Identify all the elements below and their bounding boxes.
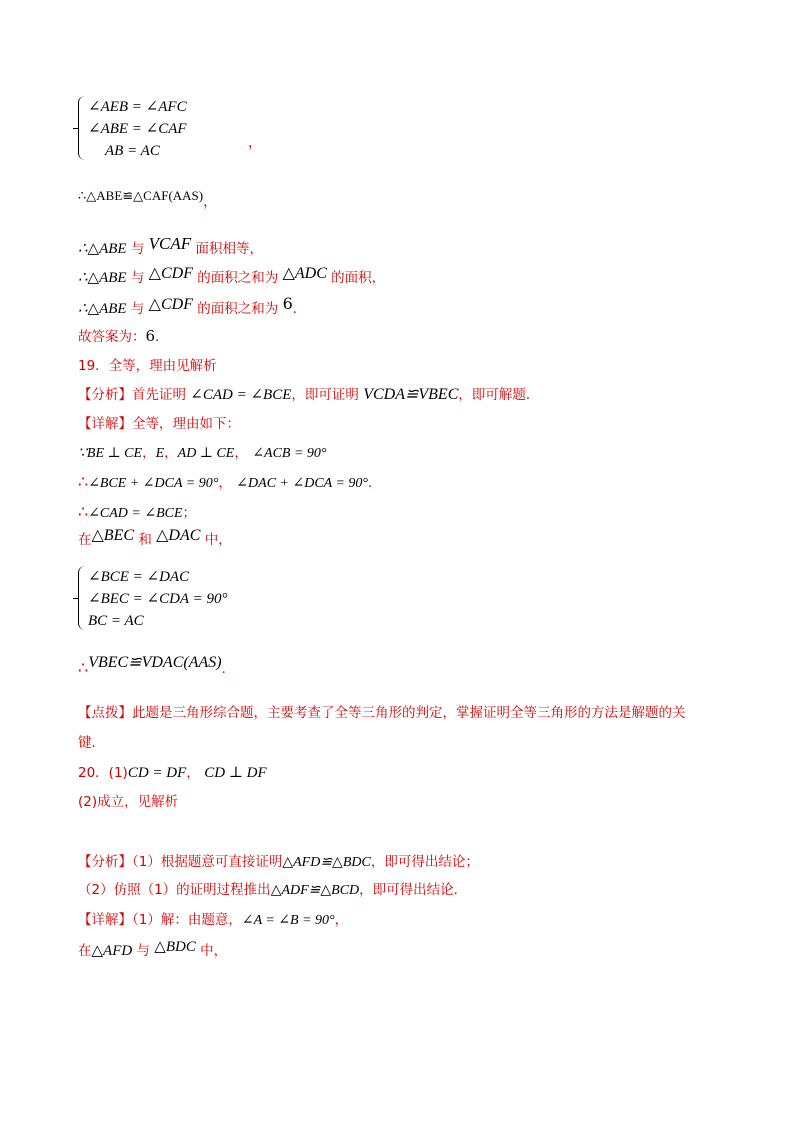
text: ，: [186, 765, 200, 781]
question-20-detail-1: [78, 910, 348, 931]
math-number: 6: [282, 294, 293, 313]
text: ，即可得出结论．: [359, 882, 468, 898]
math-text: ∴△ABE: [78, 241, 127, 257]
question-19-conclusion: [78, 652, 236, 677]
text: ，即可证明: [291, 387, 364, 403]
brace-tip: [73, 598, 78, 599]
text: ；: [182, 505, 197, 521]
math-text: ∠A = ∠B = 90°: [241, 913, 335, 928]
text: 与: [132, 943, 155, 959]
question-19-tip-line-1: 【点拨】此题是三角形综合题，主要考查了全等三角形的判定，掌握证明全等三角形的方法是解题的关: [78, 705, 686, 721]
math-text: △AFD: [91, 943, 133, 959]
math-text: VBEC≌VDAC(AAS): [88, 654, 222, 671]
text: ．: [221, 661, 236, 677]
text: ，: [334, 912, 349, 928]
equation-trailing-comma: ，: [248, 135, 262, 151]
text: （2）仿照（1）的证明过程推出: [78, 882, 271, 898]
text: 在: [78, 943, 92, 959]
math-text: △DAC: [156, 527, 201, 544]
therefore-symbol: ∴: [78, 502, 89, 521]
text: 的面积之和为: [192, 270, 283, 286]
text: 与: [126, 301, 149, 317]
equation-system-2: [78, 566, 238, 632]
equation-line: ∠AEB = ∠AFC: [88, 99, 187, 115]
text: ，: [218, 475, 232, 491]
equation-line: ∠ABE = ∠CAF: [88, 121, 187, 137]
question-20-detail-2: [78, 941, 227, 961]
math-text: ∠CAD = ∠BCE: [88, 506, 183, 521]
math-text: E: [155, 446, 165, 461]
question-20-analysis-2: [78, 880, 467, 901]
text: 中，: [195, 943, 228, 959]
area-line-2: [78, 265, 386, 288]
text: 【分析】首先证明: [78, 387, 191, 403]
congruence-line: [78, 186, 218, 210]
math-text: VCAF: [148, 234, 192, 253]
brace-tip: [73, 128, 78, 129]
text: 在: [78, 532, 92, 548]
text: ．: [155, 329, 169, 345]
text: ，: [234, 445, 248, 461]
equation-line: ∠BCE = ∠DAC: [88, 569, 190, 585]
question-20-analysis-1: [78, 852, 479, 873]
math-text: △ADC: [282, 265, 327, 282]
therefore-symbol: ∴: [78, 658, 89, 677]
math-number: 6: [145, 327, 156, 345]
text: 的面积之和为: [192, 301, 283, 317]
math-text: △ADF≌△BCD: [270, 883, 360, 898]
math-text: AD ⊥ CE: [177, 446, 235, 461]
text: 20．(1): [78, 765, 128, 781]
text: 故答案为：: [78, 329, 146, 345]
question-19-heading: 19．全等，理由见解析: [78, 358, 217, 374]
question-20-line-1: [78, 763, 267, 783]
text: 面积相等，: [191, 241, 263, 257]
math-text: ∠DAC + ∠DCA = 90°: [236, 476, 368, 491]
text: ，: [142, 445, 156, 461]
answer-line: [78, 326, 169, 347]
text: ，即可解题．: [458, 387, 540, 403]
math-text: △AFD≌△BDC: [282, 855, 371, 870]
math-text: ∵BE ⊥ CE: [78, 446, 143, 461]
math-text: ∠CAD = ∠BCE: [190, 387, 292, 403]
equation-line: AB = AC: [105, 143, 160, 159]
area-line-3: [78, 294, 307, 319]
text: ，即可得出结论；: [370, 854, 479, 870]
equation-line: BC = AC: [88, 613, 144, 629]
area-line-1: [78, 234, 263, 259]
math-text: △CDF: [148, 265, 193, 282]
math-text: △BDC: [154, 939, 196, 955]
text: 和: [134, 532, 157, 548]
brace-symbol: [78, 566, 86, 630]
text: 与: [126, 270, 149, 286]
question-19-line-3: [78, 502, 196, 524]
question-19-detail: 【详解】全等，理由如下：: [78, 416, 240, 432]
math-text: CD = DF: [127, 765, 187, 781]
text: 的面积，: [326, 270, 386, 286]
question-19-line-2: [78, 472, 382, 494]
math-text: ∠ACB = 90°: [252, 446, 327, 461]
math-text: △CDF: [148, 296, 193, 313]
question-20-line-2: (2)成立，见解析: [78, 794, 179, 810]
math-text: VCDA≌VBEC: [363, 386, 459, 403]
math-text: CD ⊥ DF: [204, 765, 267, 781]
math-text: ∠BCE + ∠DCA = 90°: [88, 476, 219, 491]
equation-lines: [88, 566, 227, 632]
congruence-math: ∴△ABE≌△CAF(AAS): [78, 188, 204, 203]
question-19-tip-line-2: 键．: [78, 735, 105, 751]
text: 中，: [200, 532, 232, 548]
text: 【详解】（1）解：由题意，: [78, 912, 242, 928]
question-19-line-4: [78, 527, 232, 550]
question-19-line-1: [78, 443, 327, 464]
brace-symbol: [78, 96, 86, 160]
text: 【分析】（1）根据题意可直接证明: [78, 854, 283, 870]
equation-system-1: [78, 96, 262, 162]
text: ．: [368, 475, 382, 491]
therefore-symbol: ∴: [78, 472, 89, 491]
equation-lines: [88, 96, 187, 162]
text: ．: [292, 301, 307, 317]
text: 与: [126, 241, 149, 257]
math-text: ∴△ABE: [78, 270, 127, 286]
math-text: ∴△ABE: [78, 301, 127, 317]
question-19-analysis: [78, 385, 539, 405]
equation-line: ∠BEC = ∠CDA = 90°: [88, 591, 228, 607]
math-text: △BEC: [91, 527, 135, 544]
text: ，: [164, 445, 178, 461]
congruence-tail: ，: [203, 194, 218, 210]
